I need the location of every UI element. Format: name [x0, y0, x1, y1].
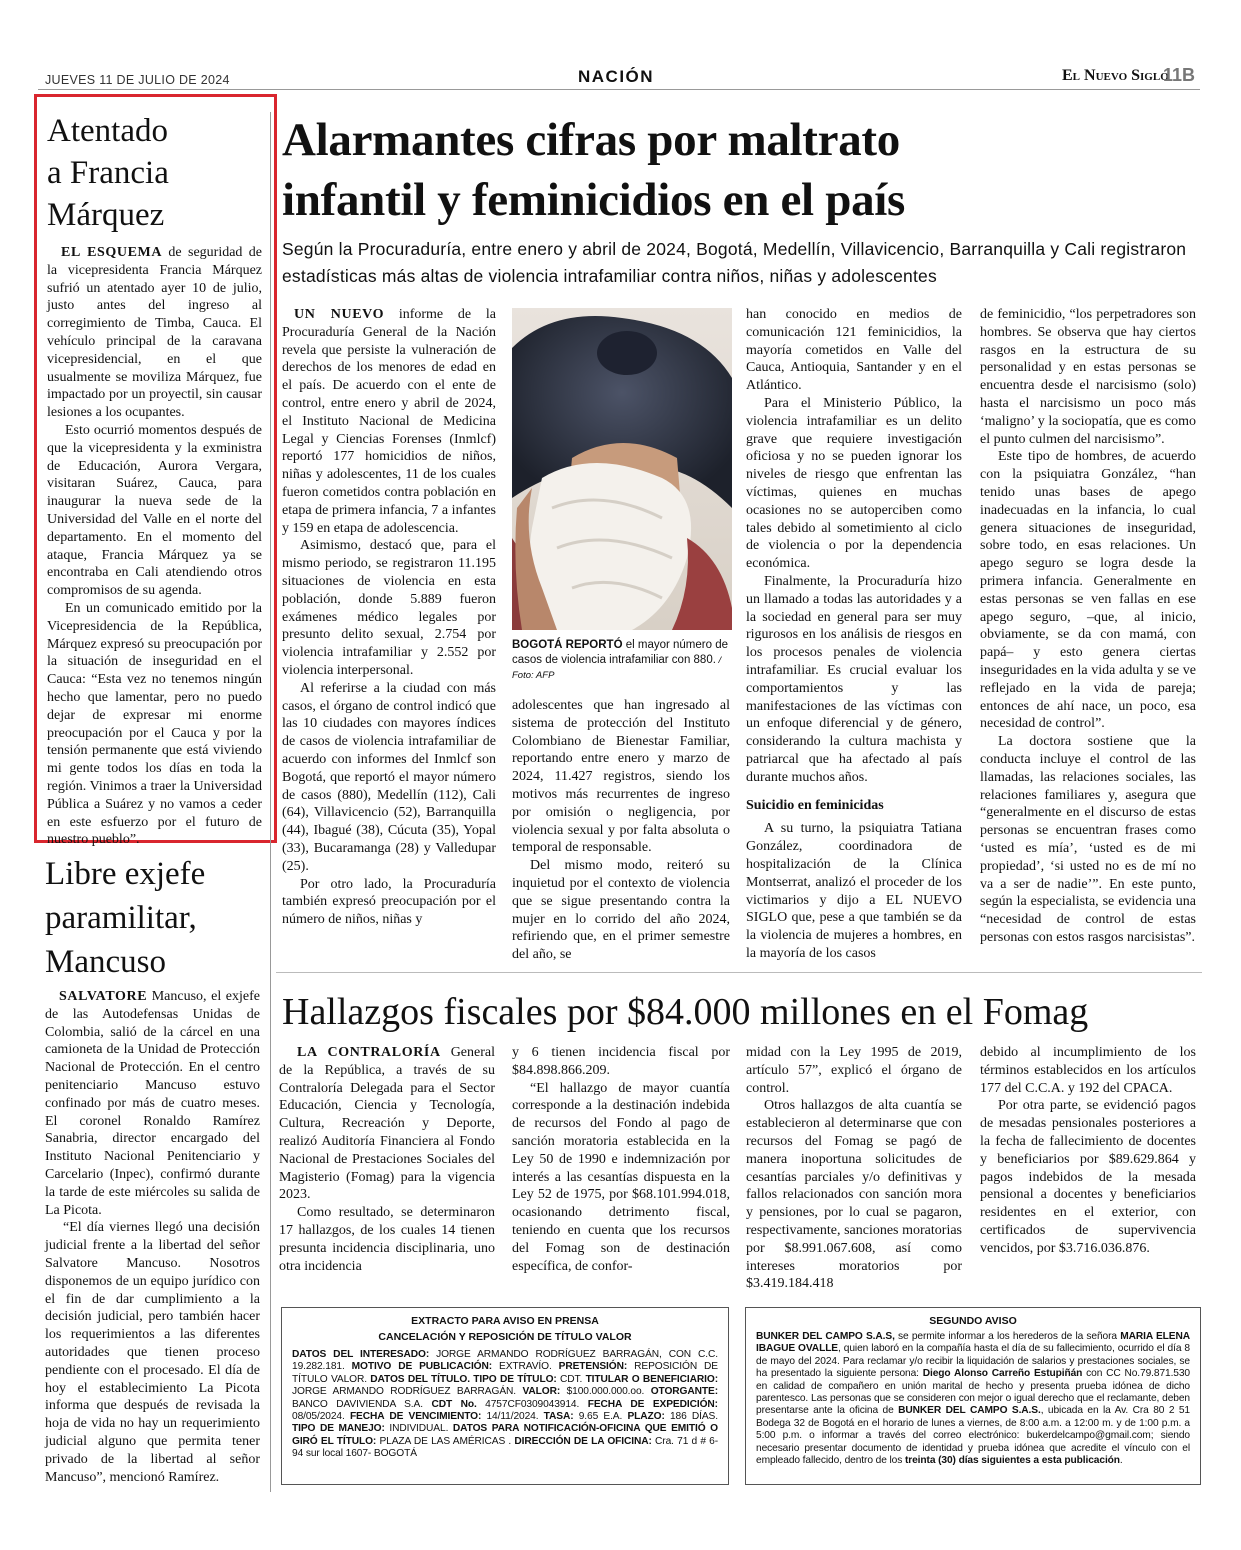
fomag-lead: LA CONTRALORÍA: [297, 1045, 441, 1060]
claimant-name: Diego Alonso Carreño Estupiñán: [922, 1368, 1083, 1380]
francia-headline-line: Márquez: [47, 197, 165, 233]
paragraph: Otros hallazgos de alta cuantía se establecieron al determinarse que con recursos del Fomag se pagó de manera inoportuna solicitudes de cesantías parciales y/o definitivas y fallos relacionados con sanción mora y pensiones, por lo cual se pagaron, respectivamente, sanciones moratorias por $8.991.067.608, así como intereses moratorios por $3.419.184.418: [746, 1098, 962, 1292]
paragraph: Esto ocurrió momentos después de que la vicepresidenta y la exministra de Educación, Aurora Vergara, visitaran Suárez, Cauca, para inaugurar la nueva sede de la Universidad del Valle en el norte del departamento. En el momento del ataque, Francia Márquez ya se encontraba en Cali atendiendo otros compromisos de su agenda.: [47, 422, 262, 599]
notice-field-value: 08/05/2024.: [292, 1411, 350, 1423]
mancuso-headline-line: Libre exjefe: [45, 856, 206, 892]
news-photo: [512, 308, 732, 630]
paragraph: Como resultado, se determinaron 17 hallazgos, de los cuales 14 tienen presunta incidencia disciplinaria, uno otra incidencia: [279, 1205, 495, 1274]
notice-field-value: 14/11/2024.: [481, 1411, 544, 1423]
main-col-4: [980, 306, 1196, 947]
notice-heading: SEGUNDO AVISO: [929, 1315, 1017, 1327]
notice-text: , ubicada en la Av. Cra 80 2 51 Bodega 32 de Bogotá en el horario de lunes a viernes, de 8:00 a.m. a 12:00 m. y de 1:00 p.m. a 5:00 p.m. o informar a través del correo electrónico: bukerdelcampo@gmail.com; siendo necesario presentar documento de identidad y prueba idónea que acredite el vínculo con el empleado fallecido, dentro de los: [756, 1405, 1190, 1467]
paragraph: Al referirse a la ciudad con más casos, el órgano de control indicó que las 10 ciudades con mayores índices de casos de violencia intrafamiliar de acuerdo con informes del Inmlcf son Bogotá, que reportó el mayor número de casos (880), Medellín (112), Cali (64), Villavicencio (52), Barranquilla (44), Ibagué (38), Cúcuta (35), Yopal (33), Bucaramanga (28) y Valledupar (25).: [282, 680, 496, 874]
fomag-col-2: [512, 1044, 730, 1275]
francia-lead: EL ESQUEMA: [61, 245, 163, 260]
fomag-col-3: [746, 1044, 962, 1293]
notice-subheading: CANCELACIÓN Y REPOSICIÓN DE TÍTULO VALOR: [378, 1331, 632, 1343]
header-rule: [38, 89, 1200, 90]
notice-field-value: CDT.: [556, 1373, 586, 1385]
main-col-2: [512, 697, 730, 964]
notice-field-value: Cra. 71 d # 6-94 sur local 1607- BOGOTÁ: [292, 1435, 718, 1460]
fomag-headline: Hallazgos fiscales por $84.000 millones en el Fomag: [282, 991, 1089, 1033]
notice-field-label: FECHA DE EXPEDICIÓN:: [587, 1398, 718, 1410]
company-name: BUNKER DEL CAMPO S.A.S,: [756, 1331, 895, 1342]
main-col-1: [282, 306, 496, 929]
mancuso-lead: SALVATORE: [59, 989, 148, 1004]
notice-text: se permite informar a los herederos de la señora: [894, 1331, 1121, 1342]
notice-field-label: DATOS DEL TÍTULO. TIPO DE TÍTULO:: [370, 1373, 557, 1385]
notice-field-value: EXTRAVÍO.: [492, 1361, 559, 1373]
paragraph: En un comunicado emitido por la Vicepresidencia de la República, Márquez expresó su preocupación por la situación de inseguridad en el Cauca: “Esta vez no tenemos ningún hecho que lamentar, pero no puedo dejar de expresar mi enorme preocupación por el Cauca y por la tensión permanente que está viviendo mi gente todos los días en toda la región. Vinimos a traer la Universidad Pública a Suárez y no vamos a ceder en este esfuerzo por el futuro de nuestro pueblo”.: [47, 600, 262, 848]
paragraph: General de la República, a través de su Contraloría Delegada para el Sector Educación, Ciencia y Tecnología, Cultura, Recreación y Deporte, realizó Auditoría Financiera al Fondo Nacional de Prestaciones Sociales del Magisterio (Fomag) para la vigencia 2023.: [279, 1045, 495, 1203]
photo-credit: / Foto: AFP: [512, 655, 722, 681]
notice-body: [292, 1349, 718, 1461]
francia-body: [47, 244, 262, 849]
notice-text: .: [1119, 1455, 1123, 1467]
notice-text: con CC No.79.871.530 en calidad de compañero en unión marital de hecho y presenta prueba idónea de dicho parentesco. Las personas que se consideren con mejor o igual derecho que el reclamante, deben presentarse ante la oficina de: [756, 1368, 1190, 1417]
photo-caption: [512, 638, 734, 683]
main-headline-line: Alarmantes cifras por maltrato: [282, 114, 900, 166]
notice-field-value: $100.000.000.oo.: [560, 1386, 651, 1398]
mancuso-headline-line: Mancuso: [45, 944, 166, 980]
paragraph: Asimismo, destacó que, para el mismo periodo, se registraron 11.195 situaciones de violencia en esta población, donde 5.889 fueron exámenes médico legales por presunto delito sexual, 2.754 por violencia intrafamiliar y 2.552 por violencia interpersonal.: [282, 538, 496, 678]
notice-field-label: VALOR:: [522, 1386, 561, 1398]
paragraph: Este tipo de hombres, de acuerdo con la psiquiatra González, “han tenido unas bases de apego inadecuadas en la infancia, lo cual genera situaciones de inseguridad, sobre todo, en esas relaciones. Un apego seguro se logra desde la primera infancia. Generalmente en estas personas se ven fallas en ese apego seguro, –que, al inicio, obviamente, se da con mamá, con papá– y esto genera ciertas inseguridades en la vida adulta y se ve reflejado en la vida de pareja; entonces de ahí nace, un poco, esa necesidad de control”.: [980, 449, 1196, 732]
paragraph: La doctora sostiene que la conducta incluye el control de las llamadas, las relaciones sociales, las relaciones familiares y, asegura que “generalmente en el discurso de estas personas se encuentran frases como ‘usted es mía’, ‘usted es de mi propiedad’, ‘si usted no es de mí no va a ser de nadie’”. En este punto, según la especialista, se evidencia una “necesidad de control de estas personas con estos rasgos narcisistas”.: [980, 734, 1196, 945]
main-lead: UN NUEVO: [294, 307, 385, 322]
paragraph: Por otra parte, se evidenció pagos de mesadas pensionales posteriores a la fecha de fallecimiento de docentes y beneficiarios por $89.629.864 y pagos indebidos de la mesada pensional a docentes y beneficiarios residentes en el exterior, con certificados de supervivencia vencidos, por $3.716.036.876.: [980, 1098, 1196, 1256]
mancuso-body: [45, 988, 260, 1486]
section-rule: [276, 972, 1202, 973]
paragraph: “El hallazgo de mayor cuantía corresponde a la destinación indebida de recursos del Fondo al pago de sanción moratoria establecida en la Ley 50 de 1990 e indemnización por interés a las cesantías dispuesta en la Ley 52 de 1975, por $68.101.994.018, ocasionando detrimento fiscal, teniendo en cuenta que los recursos del Fomag son de destinación específica, de confor-: [512, 1080, 730, 1274]
notice-field-label: PLAZO:: [627, 1411, 665, 1423]
notice-field-label: DIRECCIÓN DE LA OFICINA:: [514, 1435, 652, 1447]
issue-date: JUEVES 11 DE JULIO DE 2024: [45, 73, 230, 87]
paragraph: Mancuso, el exjefe de las Autodefensas Unidas de Colombia, salió de la cárcel en una camioneta de la Unidad de Protección Nacional de Protección. En el centro penitenciario Mancuso estuvo confinado por más de cuatro meses. El coronel Ronaldo Ramírez Sanabria, director encargado del Instituto Nacional Penitenciario y Carcelario (Inpec), confirmó durante la tarde de este miércoles su salida de La Picota.: [45, 989, 260, 1218]
caption-lead: BOGOTÁ REPORTÓ: [512, 639, 623, 651]
newspaper-name: El Nuevo Siglo: [1062, 67, 1169, 84]
notice-field-label: OTORGANTE:: [650, 1386, 718, 1398]
notice-field-value: BANCO DAVIVIENDA S.A.: [292, 1398, 432, 1410]
notice-heading: EXTRACTO PARA AVISO EN PRENSA: [411, 1315, 599, 1327]
mancuso-headline-line: paramilitar,: [45, 900, 197, 936]
paragraph: Finalmente, la Procuraduría hizo un llamado a todas las autoridades y a la sociedad en general para ser muy rigurosos en los análisis de riesgos en los procesos penales de violencia intrafamiliar. Es crucial evaluar los comportamientos y las manifestaciones de las víctimas con un enfoque diferencial y de género, considerando la cultura machista y patriarcal que ha afectado al país durante muchos años.: [746, 573, 962, 785]
crying-woman-photo: [512, 308, 732, 630]
notice-field-value: PLAZA DE LAS AMÉRICAS .: [376, 1435, 515, 1447]
paragraph: y 6 tienen incidencia fiscal por $84.898.866.209.: [512, 1045, 730, 1078]
francia-headline-line: a Francia: [47, 155, 169, 191]
main-subtitle: Según la Procuraduría, entre enero y abril de 2024, Bogotá, Medellín, Villavicencio, Barranquilla y Cali registraron estadísticas más altas de violencia intrafamiliar contra niños, niñas y adolescentes: [282, 239, 1187, 286]
notice-field-label: TIPO DE MANEJO:: [292, 1423, 385, 1435]
deceased-name: MARIA ELENA IBAGUE OVALLE: [756, 1331, 1190, 1355]
paragraph: adolescentes que han ingresado al sistema de protección del Instituto Colombiano de Bienestar Familiar, reportando entre enero y marzo de 2024, 11.427 registros, siendo los motivos más recurrentes de ingreso por omisión o negligencia, por violencia sexual y por falta absoluta o temporal de responsable.: [512, 698, 730, 856]
francia-article: [47, 110, 262, 849]
paragraph: han conocido en medios de comunicación 121 feminicidios, la mayoría cometidos en Valle del Cauca, Antioquia, Santander y en el Atlántico.: [746, 307, 962, 394]
paragraph: A su turno, la psiquiatra Tatiana González, coordinadora de hospitalización de la Clínica Montserrat, analizó el proceder de los victimarios y dijo a EL NUEVO SIGLO que, pese a que también se da la violencia de mujeres a hombres, en la mayoría de los casos: [746, 821, 962, 961]
column-divider: [270, 112, 271, 1492]
mancuso-article: [45, 852, 260, 1486]
notice-text: , quien laboró en la compañía hasta el día de su fallecimiento, ocurrido el día 8 de mayo del 2024. Para reclamar y/o recibir la liquidación de salarios y prestaciones sociales, se ha presentado la siguiente persona:: [756, 1343, 1190, 1380]
notice-field-label: FECHA DE VENCIMIENTO:: [349, 1411, 482, 1423]
main-headline-line: infantil y feminicidios en el país: [282, 174, 906, 226]
notice-field-value: JORGE ARMANDO RODRÍGUEZ BARRAGÁN, CON C.C. 19.282.181.: [292, 1349, 719, 1373]
notice-field-value: JORGE ARMANDO RODRÍGUEZ BARRAGÁN.: [292, 1386, 523, 1398]
notice-field-label: PRETENSIÓN:: [558, 1361, 628, 1373]
paragraph: midad con la Ley 1995 de 2019, artículo 57”, explicó el órgano de control.: [746, 1045, 962, 1096]
main-col-3: [746, 306, 962, 963]
fomag-col-1: [279, 1044, 495, 1275]
paragraph: Por otro lado, la Procuraduría también expresó preocupación por el número de niños, niñas y: [282, 876, 496, 928]
section-name: NACIÓN: [578, 67, 655, 86]
notice-body: [756, 1331, 1190, 1467]
notice-field-value: 186 DÍAS.: [664, 1411, 718, 1423]
notice-field-label: TITULAR O BENEFICIARIO:: [585, 1373, 718, 1385]
deadline: treinta (30) días siguientes a esta publicación: [904, 1455, 1120, 1467]
section-subhead: Suicidio en feminicidas: [746, 797, 884, 813]
notice-field-value: 9.65 E.A.: [573, 1411, 628, 1423]
francia-headline-line: Atentado: [47, 113, 168, 149]
paragraph: Para el Ministerio Público, la violencia intrafamiliar es un delito grave que requiere investigación oficiosa y no se pueden ignorar los niveles de riesgo que enfrentan las víctimas, quienes en muchas ocasiones no se autoperciben como tales debido al sometimiento al ciclo de violencia o por la dependencia económica.: [746, 395, 962, 572]
paragraph: de seguridad de la vicepresidenta Francia Márquez sufrió un atentado ayer 10 de julio, justo antes del ingreso al corregimiento de Timba, Cauca. El vehículo principal de la caravana vicepresidencial, en el que usualmente se moviliza Márquez, fue impactado por un proyectil, sin causar lesiones a los ocupantes.: [47, 245, 262, 421]
notice-field-label: MOTIVO DE PUBLICACIÓN:: [351, 1361, 493, 1373]
francia-headline: [47, 110, 262, 236]
notice-field-value: REPOSICIÓN DE TÍTULO VALOR.: [292, 1361, 718, 1385]
company-name: BUNKER DEL CAMPO S.A.S.: [898, 1405, 1041, 1417]
paragraph: de feminicidio, “los perpetradores son hombres. Se observa que hay ciertos rasgos en la estructura de su personalidad y en estas personas se encuentra desde el narcisismo (solo) hasta el narcisismo un poco más ‘maligno’ y la sociopatía, que es como el punto culmen del narcisismo”.: [980, 307, 1196, 447]
paragraph: “El día viernes llegó una decisión judicial frente a la libertad del señor Salvatore Mancuso. Nosotros disponemos de un equipo jurídico con el fin de dar cumplimiento a la decisión judicial, pero también hacer los requerimientos a las diferentes autoridades que tienen proceso pendiente con el procesado. El día de hoy el establecimiento La Picota informa que después de revisada la hoja de vida no hay un requerimiento judicial alguno que permita tener privado de la libertad al señor Mancuso”, mencionó Ramírez.: [45, 1220, 260, 1485]
notice-field-label: DATOS PARA NOTIFICACIÓN-OFICINA QUE EMITIÓ O GIRÓ EL TÍTULO:: [292, 1423, 718, 1447]
paragraph: Del mismo modo, reiteró su inquietud por el contexto de violencia que se sigue presentando contra la mujer en lo corrido del año 2024, refiriendo que, en el primer semestre del año, se: [512, 858, 730, 963]
paragraph: debido al incumplimiento de los términos establecidos en los artículos 177 del C.C.A. y 192 del CPACA.: [980, 1045, 1196, 1096]
fomag-col-4: [980, 1044, 1196, 1258]
notice-field-label: TASA:: [543, 1411, 574, 1423]
notice-field-value: 4757CF0309043914.: [476, 1398, 588, 1410]
paragraph: informe de la Procuraduría General de la Nación revela que persiste la vulneración de derechos de los menores de edad en el país. De acuerdo con el ente de control, entre enero y abril de 2024, el Instituto Nacional de Medicina Legal y Ciencias Forenses (Inmlcf) reportó 177 homicidios de niños, niñas y adolescentes, 11 de los cuales fueron cometidos contra población en etapa de primera infancia, 7 a infantes y 159 en etapa de adolescencia.: [282, 307, 496, 536]
page-number: 11B: [1163, 65, 1196, 85]
legal-notice-cdt: [281, 1307, 729, 1485]
main-headline: [282, 110, 1202, 230]
notice-field-label: DATOS DEL INTERESADO:: [292, 1349, 430, 1360]
notice-field-label: CDT No.: [431, 1398, 477, 1410]
mancuso-headline: [45, 852, 260, 984]
notice-field-value: INDIVIDUAL.: [384, 1423, 453, 1435]
caption-text: el mayor número de casos de violencia intrafamiliar con 880.: [512, 639, 728, 666]
legal-notice-segundo-aviso: [745, 1307, 1201, 1485]
